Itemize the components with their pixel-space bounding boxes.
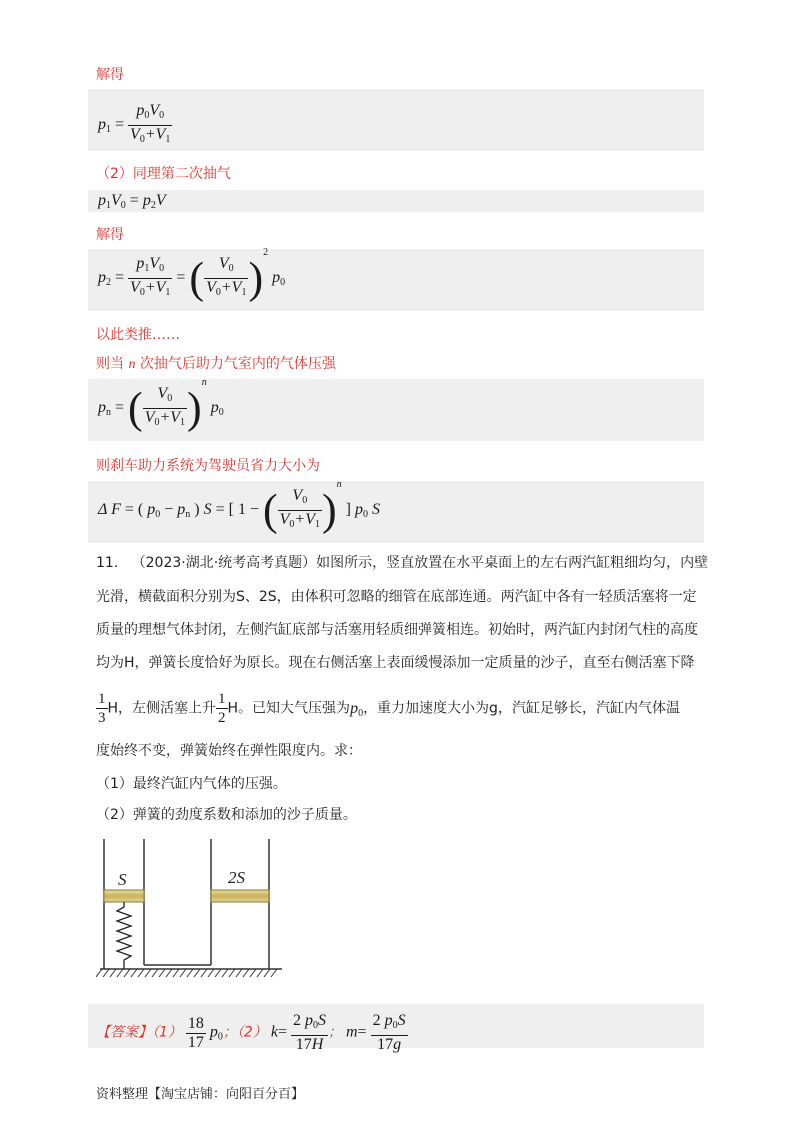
question-line-6: 度始终不变，弹簧始终在弹性限度内。求： — [96, 743, 362, 759]
ground-hatch-mark — [145, 969, 151, 977]
ground — [96, 969, 282, 977]
step-solve-2: 解得 — [96, 227, 124, 243]
ground-hatch-mark — [236, 969, 242, 977]
right-area-label: 2S — [228, 868, 245, 887]
answer-sep: ； — [222, 1024, 237, 1041]
nth-pre: 则当 — [96, 356, 124, 372]
formula-p1: $p_1$ = $\frac{p_0V_0}{V_0+V_1}$ — [88, 89, 704, 151]
ground-hatch-mark — [131, 969, 137, 977]
ground-hatch-mark — [152, 969, 158, 977]
ground-hatch-mark — [166, 969, 172, 977]
ground-hatch-mark — [110, 969, 116, 977]
ground-hatch-mark — [250, 969, 256, 977]
ground-hatch-mark — [117, 969, 123, 977]
ground-hatch-mark — [173, 969, 179, 977]
right-piston — [211, 890, 269, 902]
ground-hatch-mark — [103, 969, 109, 977]
question-line-1 — [96, 552, 708, 572]
ground-hatch-mark — [180, 969, 186, 977]
question-line-2: 光滑，横截面积分别为S、2S，由体积可忽略的细管在底部连通。两汽缸中各有一轻质活塞将一定 — [96, 589, 697, 605]
formula-p1v0: $p_1V_0 = p_2V$ — [88, 190, 704, 212]
ground-hatch-mark — [243, 969, 249, 977]
answer-frac-den: 17 — [187, 1033, 204, 1051]
step-analogy: 以此类推…… — [96, 327, 180, 343]
ground-hatch-mark — [257, 969, 263, 977]
formula-pn: $p_n$ = ( $\frac{V_0}{V_0+V_1}$ )$^n$ $p_0$ — [88, 379, 704, 441]
ground-hatch-mark — [124, 969, 130, 977]
line5-b: H。已知大气压强为 — [227, 700, 351, 717]
question-line-5: $\frac{1}{3}$ H，左侧活塞上升 $\frac{1}{2}$ H。已知大气压强为$p_0$，重力加速度大小为g，汽缸足够长，汽缸内气体温 — [98, 691, 680, 726]
formula-p2: $p_2$ = $\frac{p_1V_0}{V_0+V_1}$ = ( $\frac{V_0}{V_0+V_1}$ )$^2$ $p_0$ — [88, 249, 704, 311]
answer-tag: 【答案】 — [96, 1024, 152, 1041]
ground-hatch-mark — [187, 969, 193, 977]
ground-hatch-mark — [229, 969, 235, 977]
question-source: （2023·湖北·统考高考真题） — [131, 555, 317, 571]
ground-hatch-mark — [222, 969, 228, 977]
answer-box: 【答案】（1） $\frac{18}{17}$ $p_0$；（2） k= $\frac{2 p_0S}{17H}$ ； m= $\frac{2 p_0S}{17g}$ — [88, 1004, 704, 1048]
step-part2: （2）同理第二次抽气 — [96, 166, 231, 182]
ground-hatch-mark — [264, 969, 270, 977]
left-piston — [104, 890, 144, 902]
step-force: 则刹车助力系统为驾驶员省力大小为 — [96, 458, 320, 474]
question-number: 11. — [96, 555, 119, 571]
ground-hatch-mark — [138, 969, 144, 977]
ground-hatch-mark — [271, 969, 277, 977]
cylinder-figure — [96, 835, 282, 985]
answer-k: k — [270, 1023, 278, 1041]
left-area-label: S — [118, 870, 127, 889]
step-nth — [96, 353, 336, 373]
formula-delta-f: Δ F = ( $p_0 - p_n$ ) S = [ 1 − ( $\frac{V_0}{V_0+V_1}$ )$^n$ ] $p_0$ S — [88, 481, 704, 543]
answer-m: m — [345, 1023, 358, 1041]
footer: 资料整理【淘宝店铺：向阳百分百】 — [96, 1087, 305, 1102]
question-sub-1: （1）最终汽缸内气体的压强。 — [96, 776, 287, 792]
ground-hatch-mark — [201, 969, 207, 977]
line5-a: H，左侧活塞上升 — [107, 700, 217, 717]
answer-part2: （2） — [236, 1024, 267, 1041]
question-line1-rest: 如图所示，竖直放置在水平桌面上的左右两汽缸粗细均匀，内壁 — [316, 555, 709, 571]
ground-hatch-mark — [159, 969, 165, 977]
step-solve-1: 解得 — [96, 67, 124, 83]
ground-hatch-mark — [215, 969, 221, 977]
question-sub-2: （2）弹簧的劲度系数和添加的沙子质量。 — [96, 807, 357, 823]
question-line-4: 均为H，弹簧长度恰好为原长。现在右侧活塞上表面缓慢添加一定质量的沙子，直至右侧活塞下降 — [96, 655, 695, 671]
answer-part1: （1） — [152, 1024, 182, 1041]
nth-var: n — [128, 357, 136, 372]
ground-hatch-mark — [194, 969, 200, 977]
ground-hatch-mark — [96, 969, 102, 977]
answer-comma: ； — [327, 1024, 342, 1041]
ground-hatch-mark — [208, 969, 214, 977]
nth-post: 次抽气后助力气室内的气体压强 — [139, 356, 336, 372]
answer-frac-num: 18 — [187, 1014, 204, 1032]
line5-c: ，重力加速度大小为g，汽缸足够长，汽缸内气体温 — [363, 700, 680, 717]
question-line-3: 质量的理想气体封闭，左侧汽缸底部与活塞用轻质细弹簧相连。初始时，两汽缸内封闭气柱的高度 — [96, 622, 698, 638]
spring — [117, 902, 131, 969]
